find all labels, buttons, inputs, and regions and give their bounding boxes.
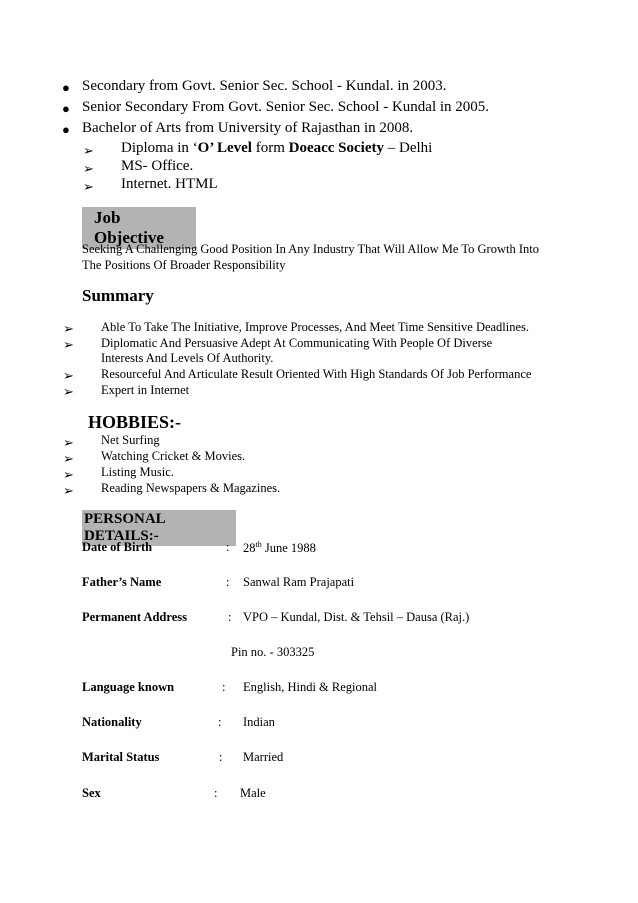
arrow-bullet-icon: ➢ xyxy=(63,435,74,450)
summary-item: Able To Take The Initiative, Improve Processes, And Meet Time Sensitive Deadlines. xyxy=(101,320,530,334)
ms-office-item: MS- Office. xyxy=(121,158,194,174)
bullet-icon: ● xyxy=(62,122,70,137)
arrow-bullet-icon: ➢ xyxy=(83,143,94,158)
job-objective-line: The Positions Of Broader Responsibility xyxy=(82,258,286,272)
arrow-bullet-icon: ➢ xyxy=(63,451,74,466)
dob-day: 28 xyxy=(243,541,256,556)
diploma-prefix: Diploma in ‘ xyxy=(121,140,198,156)
diploma-level: O’ Level xyxy=(197,140,252,156)
marital-status-value: Married xyxy=(243,750,284,764)
nationality-value: Indian xyxy=(243,715,275,729)
summary-item: Interests And Levels Of Authority. xyxy=(101,351,274,365)
diploma-item xyxy=(121,140,432,157)
hobby-item: Reading Newspapers & Magazines. xyxy=(101,481,281,495)
colon: : xyxy=(228,610,232,624)
job-objective-line: Seeking A Challenging Good Position In Any Industry That Will Allow Me To Growth Into xyxy=(82,242,539,256)
arrow-bullet-icon: ➢ xyxy=(83,161,94,176)
diploma-suffix: – Delhi xyxy=(384,140,433,156)
hobby-item: Net Surfing xyxy=(101,433,160,447)
arrow-bullet-icon: ➢ xyxy=(83,179,94,194)
father-name-label: Father’s Name xyxy=(82,575,162,589)
sex-value: Male xyxy=(240,786,266,800)
colon: : xyxy=(214,786,218,800)
bullet-icon: ● xyxy=(62,80,70,95)
summary-item: Expert in Internet xyxy=(101,383,190,397)
education-item: Secondary from Govt. Senior Sec. School - Kundal. in 2003. xyxy=(82,78,447,94)
colon: : xyxy=(219,750,223,764)
hobby-item: Watching Cricket & Movies. xyxy=(101,449,246,463)
arrow-bullet-icon: ➢ xyxy=(63,467,74,482)
arrow-bullet-icon: ➢ xyxy=(63,321,74,336)
dob-suffix: th xyxy=(255,540,262,549)
sex-label: Sex xyxy=(82,786,101,800)
dob-label: Date of Birth xyxy=(82,540,153,554)
colon: : xyxy=(222,680,226,694)
education-item: Senior Secondary From Govt. Senior Sec. School - Kundal in 2005. xyxy=(82,99,490,115)
hobby-item: Listing Music. xyxy=(101,465,174,479)
pin-code: Pin no. - 303325 xyxy=(231,645,315,659)
summary-item: Resourceful And Articulate Result Oriented With High Standards Of Job Performance xyxy=(101,367,532,381)
address-value: VPO – Kundal, Dist. & Tehsil – Dausa (Raj.) xyxy=(243,610,470,624)
bullet-icon: ● xyxy=(62,101,70,116)
father-name-value: Sanwal Ram Prajapati xyxy=(243,575,355,589)
colon: : xyxy=(226,540,230,554)
diploma-org: Doeacc Society xyxy=(288,140,385,156)
nationality-label: Nationality xyxy=(82,715,142,729)
dob-rest: June 1988 xyxy=(261,541,316,556)
summary-heading: Summary xyxy=(82,286,154,305)
language-label: Language known xyxy=(82,680,175,694)
arrow-bullet-icon: ➢ xyxy=(63,483,74,498)
internet-item: Internet. HTML xyxy=(121,176,218,192)
job-objective-heading: Job Objective xyxy=(82,207,196,249)
address-label: Permanent Address xyxy=(82,610,187,624)
personal-details-heading: PERSONAL DETAILS:- xyxy=(82,510,236,546)
arrow-bullet-icon: ➢ xyxy=(63,368,74,383)
dob-value xyxy=(243,540,316,556)
hobbies-heading: HOBBIES:- xyxy=(88,412,182,432)
education-item: Bachelor of Arts from University of Rajasthan in 2008. xyxy=(82,120,414,136)
colon: : xyxy=(226,575,230,589)
arrow-bullet-icon: ➢ xyxy=(63,384,74,399)
marital-status-label: Marital Status xyxy=(82,750,160,764)
arrow-bullet-icon: ➢ xyxy=(63,337,74,352)
diploma-middle: form xyxy=(251,140,289,156)
summary-item: Diplomatic And Persuasive Adept At Communicating With People Of Diverse xyxy=(101,336,493,350)
colon: : xyxy=(218,715,222,729)
language-value: English, Hindi & Regional xyxy=(243,680,378,694)
